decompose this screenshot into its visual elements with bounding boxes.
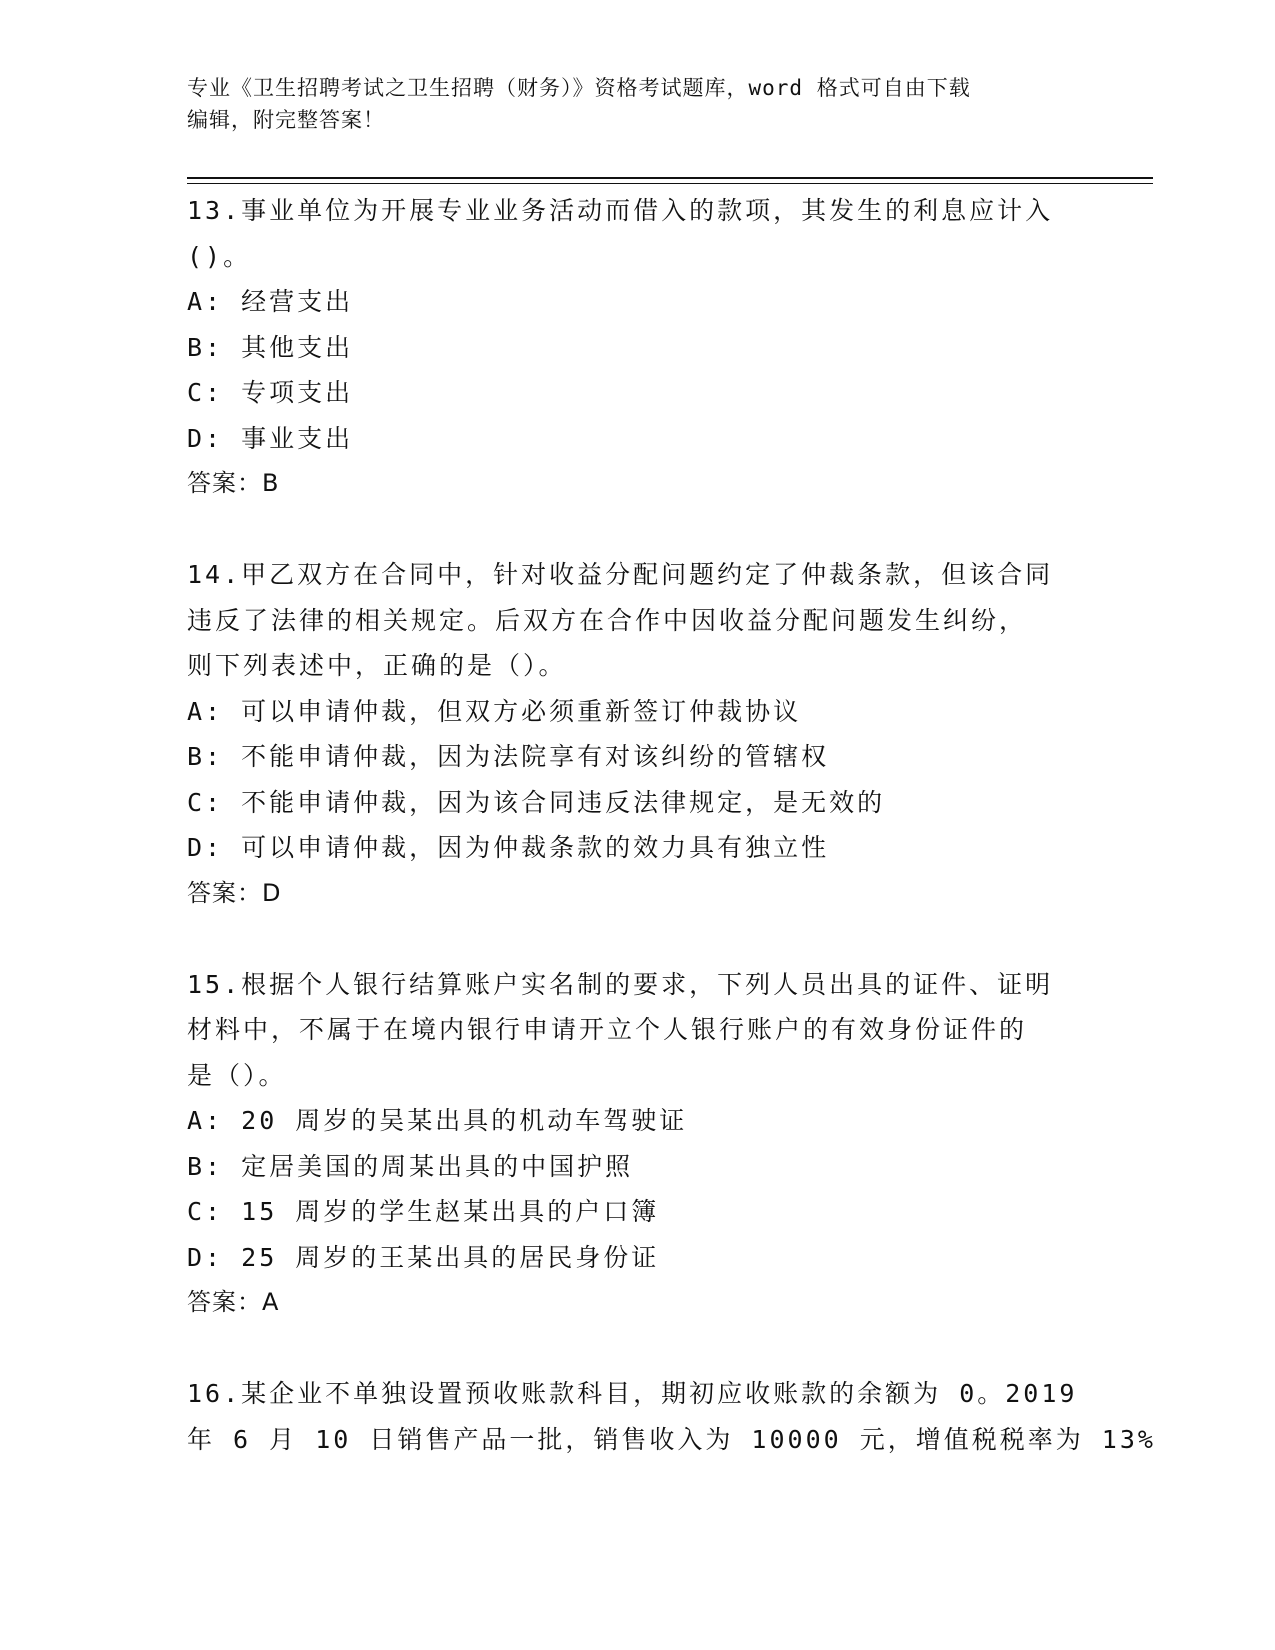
question-stem-line: 材料中，不属于在境内银行申请开立个人银行账户的有效身份证件的 [187,1015,1028,1044]
question-13 [187,188,1087,507]
question-stem-line: 是（）。 [187,1060,287,1090]
question-15 [187,962,1087,1326]
question-list [187,188,1156,1462]
question-spacer [187,1326,1087,1372]
option-b: B: 其他支出 [187,332,354,362]
question-14 [187,552,1087,916]
option-a: A: 可以申请仲裁，但双方必须重新签订仲裁协议 [187,696,802,726]
question-spacer [187,507,1087,553]
option-c: C: 专项支出 [187,378,354,407]
question-stem-line: 15.根据个人银行结算账户实名制的要求，下列人员出具的证件、证明 [187,969,1054,999]
header-divider-thin [187,183,1153,184]
question-stem-line: 则下列表述中，正确的是（）。 [187,651,567,680]
option-c: C: 不能申请仲裁，因为该合同违反法律规定，是无效的 [187,787,886,817]
option-c: C: 15 周岁的学生赵某出具的户口簿 [187,1197,660,1226]
option-b: B: 不能申请仲裁，因为法院享有对该纠纷的管辖权 [187,742,830,771]
answer-line: 答案：B [187,469,280,497]
document-header [187,72,1087,136]
header-line-2: 编辑，附完整答案！ [187,108,385,132]
question-stem-line: 13.事业单位为开展专业业务活动而借入的款项，其发生的利息应计入 [187,196,1054,225]
question-spacer [187,916,1087,962]
answer-line: 答案：A [187,1288,280,1316]
option-d: D: 可以申请仲裁，因为仲裁条款的效力具有独立性 [187,833,830,862]
question-stem-line: ()。 [187,241,252,271]
option-a: A: 20 周岁的吴某出具的机动车驾驶证 [187,1106,688,1135]
option-a: A: 经营支出 [187,287,354,316]
question-16 [187,1371,1156,1462]
header-line-1: 专业《卫生招聘考试之卫生招聘（财务）》资格考试题库，word 格式可自由下载 [187,76,971,100]
option-d: D: 25 周岁的王某出具的居民身份证 [187,1242,660,1272]
option-b: B: 定居美国的周某出具的中国护照 [187,1151,634,1181]
question-stem-line: 16.某企业不单独设置预收账款科目，期初应收账款的余额为 0。2019 [187,1379,1078,1408]
answer-line: 答案：D [187,878,282,907]
question-stem-line: 年 6 月 10 日销售产品一批，销售收入为 10000 元，增值税税率为 13% [187,1424,1156,1454]
option-d: D: 事业支出 [187,423,354,453]
header-divider-thick [187,177,1153,179]
question-stem-line: 违反了法律的相关规定。后双方在合作中因收益分配问题发生纠纷， [187,605,1028,635]
question-stem-line: 14.甲乙双方在合同中，针对收益分配问题约定了仲裁条款，但该合同 [187,560,1054,589]
